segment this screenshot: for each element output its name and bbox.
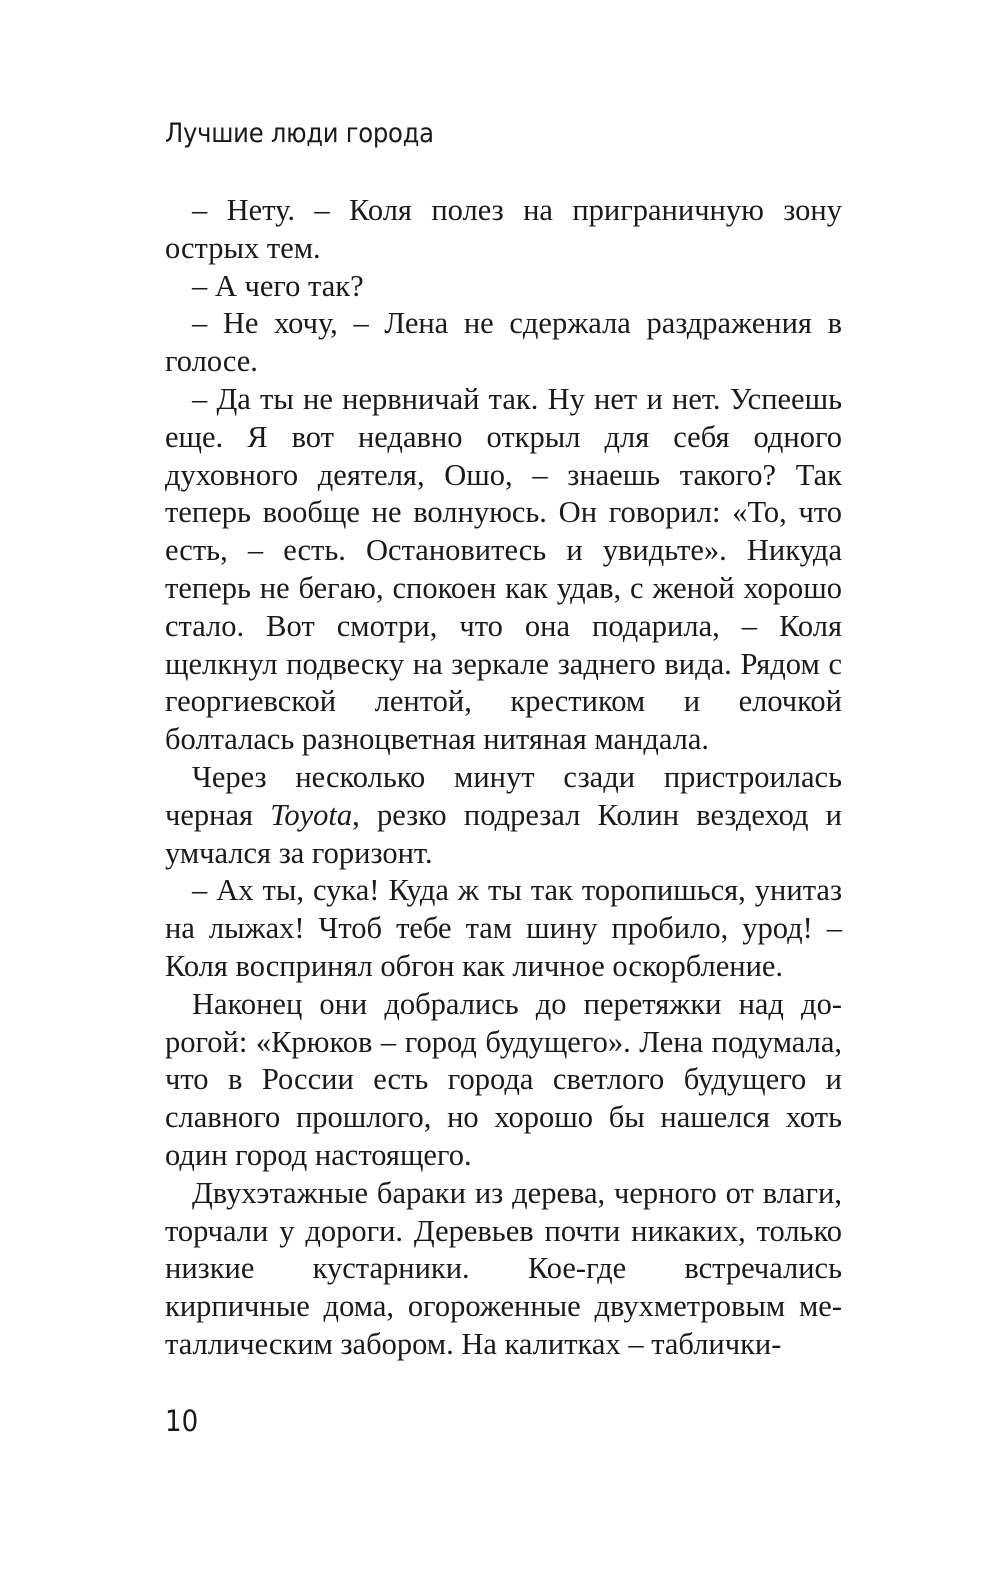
paragraph — [165, 268, 842, 306]
text-run: – Не хочу, – Лена не сдержала раздражения в голосе. — [165, 306, 842, 379]
text-run: , резко подрезал Колин вездеход и умчался за горизонт. — [165, 797, 842, 870]
paragraph — [165, 381, 842, 759]
text-run: – Да ты не нервничай так. Ну нет и нет. Успеешь еще. Я вот недавно открыл для себя одного духовного деятеля, Ошо, – знаешь такого? Так теперь вообще не волнуюсь. Он говорил: «То, что есть, – есть. Остановитесь и увидьте». Никуда теперь не бегаю, спокоен как удав, с женой хорошо стало. Вот смотри, что она подарила, – Коля щелкнул подвеску на зеркале заднего вида. Рядом с георгиевской лентой, крестиком и елочкой болталась разноцветная нитяная мандала. — [165, 381, 842, 757]
paragraph — [165, 192, 842, 268]
running-header: Лучшие люди города — [165, 118, 434, 149]
text-run: Наконец они добрались до перетяжки над дорогой: «Крюков – город будущего». Лена подумала, что в России есть города светлого будущего и славного прошлого, но хорошо бы нашелся хоть один город настоящего. — [165, 986, 842, 1172]
italic-brand-name: Toyota — [270, 797, 353, 832]
paragraph — [165, 305, 842, 381]
text-run: – Нету. – Коля полез на приграничную зону острых тем. — [165, 193, 842, 265]
text-run: – А чего так? — [192, 268, 364, 303]
body-text — [165, 192, 842, 1364]
paragraph — [165, 986, 842, 1175]
page-number: 10 — [165, 1404, 199, 1438]
paragraph — [165, 1175, 842, 1364]
text-run: Через несколько минут сзади пристроилась черная — [165, 759, 842, 832]
text-run: – Ах ты, сука! Куда ж ты так торопишься, унитаз на лыжах! Чтоб тебе там шину пробило, урод! – Коля воспринял обгон как личное оскорбление. — [165, 873, 842, 983]
paragraph — [165, 872, 842, 985]
paragraph — [165, 759, 842, 872]
text-run: Двухэтажные бараки из дерева, черного от влаги, торчали у дороги. Деревьев почти никаких, только низкие кустарники. Кое-где встречались кирпичные дома, огороженные двухметровым металлическим забором. На калитках – таблички- — [165, 1175, 842, 1361]
